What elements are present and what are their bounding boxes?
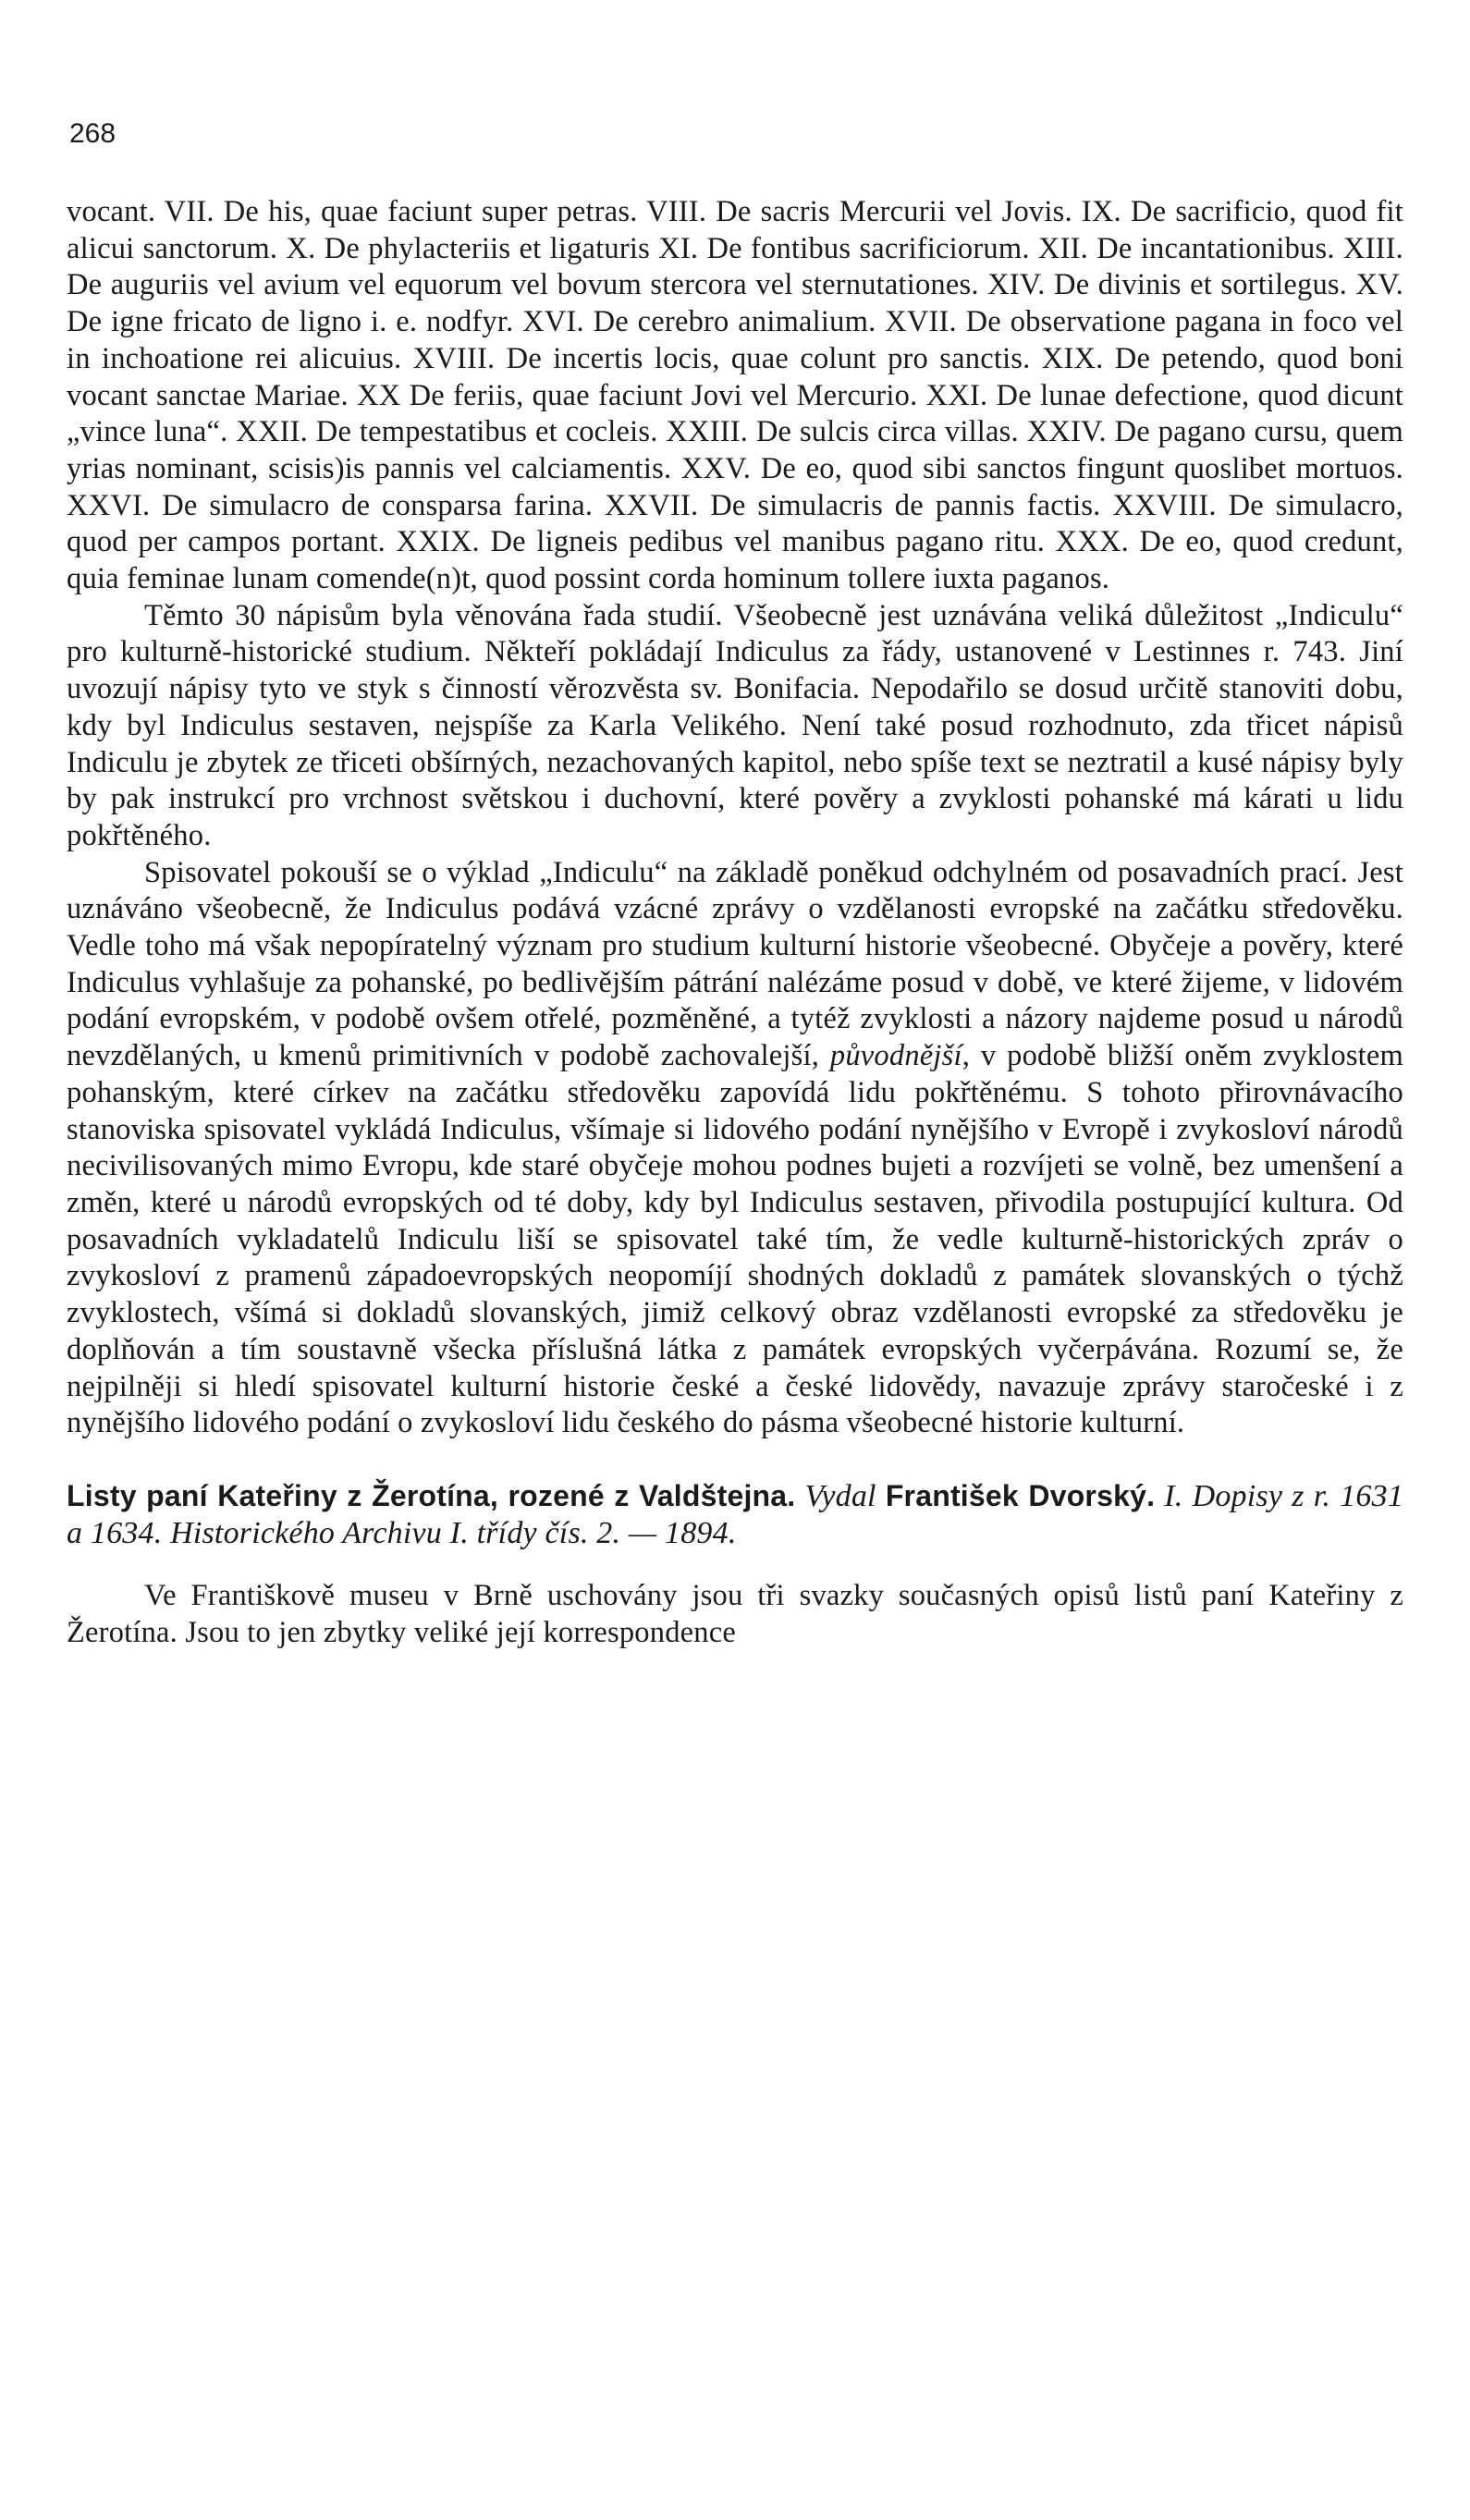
review-edited-by: Vydal — [804, 1478, 876, 1513]
review-series: I. Dopisy z r. 1631 a 1634. Historického Archivu I. třídy čís. 2. — 1894. — [67, 1478, 1404, 1550]
review-editor: František Dvorský. — [885, 1478, 1156, 1512]
article-paragraph-3-italic: původnější — [829, 1039, 962, 1073]
text-column — [67, 194, 1403, 1651]
article-paragraph-3 — [67, 855, 1403, 1442]
article-paragraph-1: vocant. VII. De his, quae faciunt super petras. VIII. De sacris Mercurii vel Jovis. IX. De sacrificio, quod fit alicui sanctorum. X. De phylacteriis et ligaturis XI. De fontibus sacrificiorum. XII. De incantationibus. XIII. De auguriis vel avium vel equorum vel bovum stercora vel sternutationes. XIV. De divinis et sortilegus. XV. De igne fricato de ligno i. e. nodfyr. XVI. De cerebro animalium. XVII. De observatione pagana in foco vel in inchoatione rei alicuius. XVIII. De incertis locis, quae colunt pro sanctis. XIX. De petendo, quod boni vocant sanctae Mariae. XX De feriis, quae faciunt Jovi vel Mercurio. XXI. De lunae defectione, quod dicunt „vince luna“. XXII. De tempestatibus et cocleis. XXIII. De sulcis circa villas. XXIV. De pagano cursu, quem yrias nominant, scisis)is pannis vel calciamentis. XXV. De eo, quod sibi sanctos fingunt quoslibet mortuos. XXVI. De simulacro de consparsa farina. XXVII. De simulacris de pannis factis. XXVIII. De simulacro, quod per campos portant. XXIX. De ligneis pedibus vel manibus pagano ritu. XXX. De eo, quod credunt, quia feminae lunam comende(n)t, quod possint corda hominum tollere iuxta paganos. — [67, 195, 1403, 596]
page-number: 268 — [69, 118, 116, 149]
review-paragraph: Ve Františkově museu v Brně uschovány jsou tři svazky současných opisů listů paní Kateřiny z Žerotína. Jsou to jen zbytky veliké její korrespondence — [67, 1578, 1403, 1649]
article-paragraph-2: Těmto 30 nápisům byla věnována řada studií. Všeobecně jest uznávána veliká důležitost „Indiculu“ pro kulturně-historické studium. Někteří pokládají Indiculus za řády, ustanovené v Lestinnes r. 743. Jiní uvozují nápisy tyto ve styk s činností věrozvěsta sv. Bonifacia. Nepodařilo se dosud určitě stanoviti dobu, kdy byl Indiculus sestaven, nejspíše za Karla Velikého. Není také posud rozhodnuto, zda třicet nápisů Indiculu je zbytek ze třiceti obšírných, nezachovaných kapitol, nebo spíše text se neztratil a kusé nápisy byly by pak instrukcí pro vrchnost světskou i duchovní, které pověry a zvyklosti pohanské má kárati u lidu pokřtěného. — [67, 598, 1403, 852]
review-title: Listy paní Kateřiny z Žerotína, rozené z Valdštejna. — [67, 1478, 796, 1512]
article-paragraph-3-continued: , v podobě bližší oněm zvyklostem pohanským, které církev na začátku středověku zapovídá lidu pokřtěnému. S tohoto přirovnávacího stanoviska spisovatel vykládá Indiculus, všímaje si lidového podání nynějšího v Evropě i zvykosloví národů necivilisovaných mimo Evropu, kde staré obyčeje mohou podnes bujeti a rozvíjeti se volně, bez umenšení a změn, které u národů evropských od té doby, kdy byl Indiculus sestaven, přivodila postupující kultura. Od posavadních vykladatelů Indiculu liší se spisovatel také tím, že vedle kulturně-historických zpráv o zvykosloví z pramenů západoevropských neopomíjí shodných dokladů z památek slovanských o týchž zvyklostech, všímá si dokladů slovanských, jimiž celkový obraz vzdělanosti evropské za středověku je doplňován a tím soustavně všecka příslušná látka z památek evropských vyčerpávána. Rozumí se, že nejpilněji si hledí spisovatel kulturní historie české a české lidovědy, navazuje zprávy staročeské i z nynějšího lidového podání o zvykosloví lidu českého do pásma všeobecné historie kulturní. — [67, 1039, 1403, 1440]
review-heading — [67, 1477, 1403, 1552]
article-paragraph-3-start: Spisovatel pokouší se o výklad „Indiculu“ na základě poněkud odchylném od posavadních prací. Jest uznáváno všeobecně, že Indiculus podává vzácné zprávy o vzdělanosti evropské na začátku středověku. Vedle toho má však nepopíratelný význam pro studium kulturní historie všeobecné. Obyčeje a pověry, které Indiculus vyhlašuje za pohanské, po bedlivějším pátrání nalézáme posud v době, ve které žijeme, v lidovém podání evropském, v podobě ovšem otřelé, pozměněné, a tytéž zvyklosti a názory najdeme posud u národů nevzdělaných, u kmenů primitivních v podobě zachovalejší, — [67, 855, 1403, 1073]
